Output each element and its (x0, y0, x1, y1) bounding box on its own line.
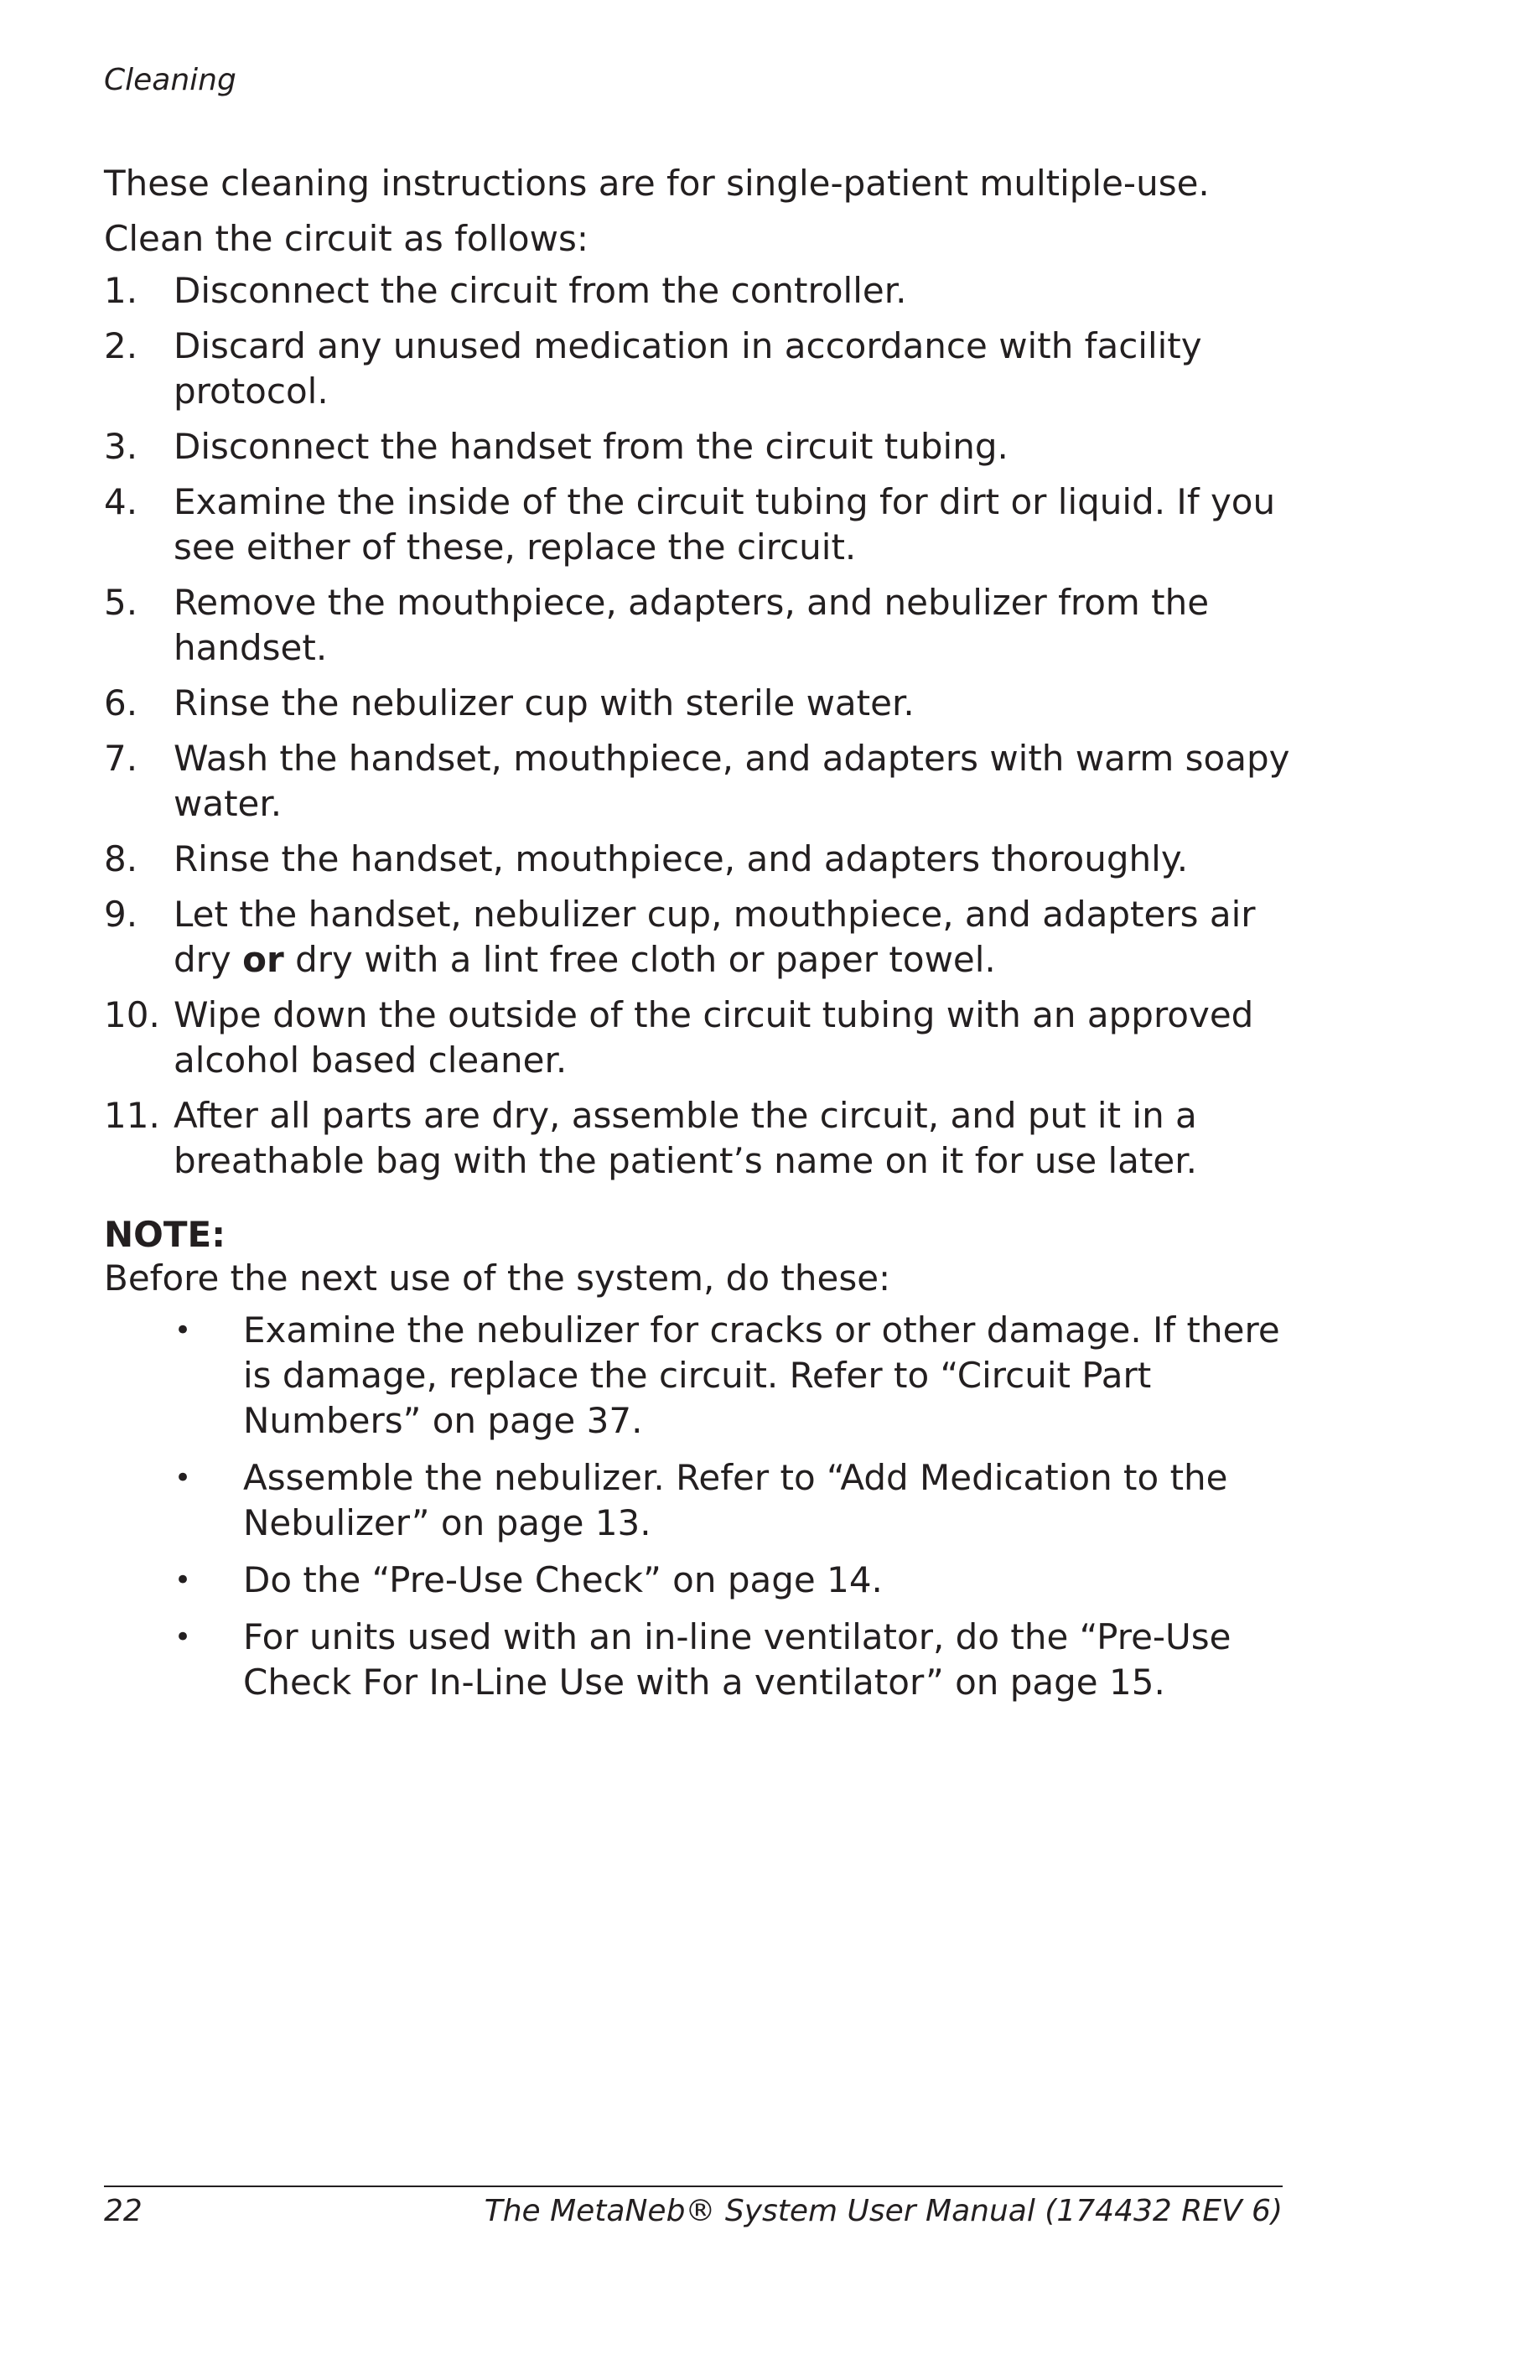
footer-divider (104, 2186, 1283, 2187)
step-number: 11. (104, 1095, 160, 1136)
step-text: After all parts are dry, assemble the circuit, and put it in a breathable bag with the patient’s name on it for use later. (174, 1095, 1197, 1181)
page-content (104, 161, 1294, 1717)
step-text-part: Let the handset, nebulizer cup, mouthpiece, and adapters air dry (174, 894, 1256, 980)
list-item (104, 1308, 1294, 1444)
step-number: 1. (104, 270, 138, 311)
list-item (104, 1093, 1294, 1184)
list-item (104, 580, 1294, 671)
bullet-icon: • (174, 1314, 192, 1347)
step-text (174, 894, 1256, 980)
step-number: 8. (104, 838, 138, 879)
cleaning-steps-list (104, 268, 1294, 1184)
intro-text: These cleaning instructions are for single-patient multiple-use. (104, 163, 1210, 204)
note-intro: Before the next use of the system, do these: (104, 1257, 891, 1299)
step-text: Rinse the handset, mouthpiece, and adapters thoroughly. (174, 838, 1189, 879)
bullet-icon: • (174, 1563, 192, 1597)
step-text: Discard any unused medication in accordance with facility protocol. (174, 325, 1202, 412)
list-item (104, 892, 1294, 983)
step-number: 4. (104, 481, 138, 522)
step-number: 5. (104, 582, 138, 623)
list-item (104, 480, 1294, 570)
step-text: Wipe down the outside of the circuit tubing with an approved alcohol based cleaner. (174, 994, 1254, 1081)
list-item (104, 1455, 1294, 1546)
bullet-icon: • (174, 1461, 192, 1495)
list-item (104, 1558, 1294, 1603)
step-text: Remove the mouthpiece, adapters, and nebulizer from the handset. (174, 582, 1210, 668)
page-number: 22 (104, 2194, 143, 2228)
list-item (104, 268, 1294, 314)
step-number: 9. (104, 894, 138, 935)
step-number: 6. (104, 682, 138, 723)
bullet-text: Assemble the nebulizer. Refer to “Add Medication to the Nebulizer” on page 13. (243, 1457, 1228, 1543)
bullet-icon: • (174, 1620, 192, 1654)
list-item (104, 993, 1294, 1083)
steps-intro: Clean the circuit as follows: (104, 218, 589, 259)
step-text: Disconnect the handset from the circuit tubing. (174, 426, 1009, 467)
note-bullet-list (104, 1308, 1294, 1705)
list-item (104, 1615, 1294, 1705)
step-text: Disconnect the circuit from the controller. (174, 270, 907, 311)
bullet-text: Do the “Pre-Use Check” on page 14. (243, 1559, 883, 1600)
step-text: Wash the handset, mouthpiece, and adapters with warm soapy water. (174, 738, 1290, 824)
emphasis-or: or (242, 939, 284, 980)
running-head: Cleaning (104, 63, 236, 97)
step-number: 7. (104, 738, 138, 779)
note-title: NOTE: (104, 1214, 226, 1255)
step-number: 2. (104, 325, 138, 366)
manual-title: The MetaNeb® System User Manual (174432 REV 6) (484, 2194, 1283, 2228)
bullet-text: Examine the nebulizer for cracks or other damage. If there is damage, replace the circuit. Refer to “Circuit Part Numbers” on page 37. (243, 1309, 1280, 1441)
list-item (104, 736, 1294, 827)
step-text-part: dry with a lint free cloth or paper towel. (283, 939, 996, 980)
step-text: Examine the inside of the circuit tubing for dirt or liquid. If you see either of these, replace the circuit. (174, 481, 1276, 568)
list-item (104, 681, 1294, 726)
list-item (104, 424, 1294, 469)
list-item (104, 837, 1294, 882)
list-item (104, 324, 1294, 414)
bullet-text: For units used with an in-line ventilator, do the “Pre-Use Check For In-Line Use with a ventilator” on page 15. (243, 1616, 1231, 1703)
step-number: 10. (104, 994, 160, 1035)
step-text: Rinse the nebulizer cup with sterile water. (174, 682, 915, 723)
step-number: 3. (104, 426, 138, 467)
